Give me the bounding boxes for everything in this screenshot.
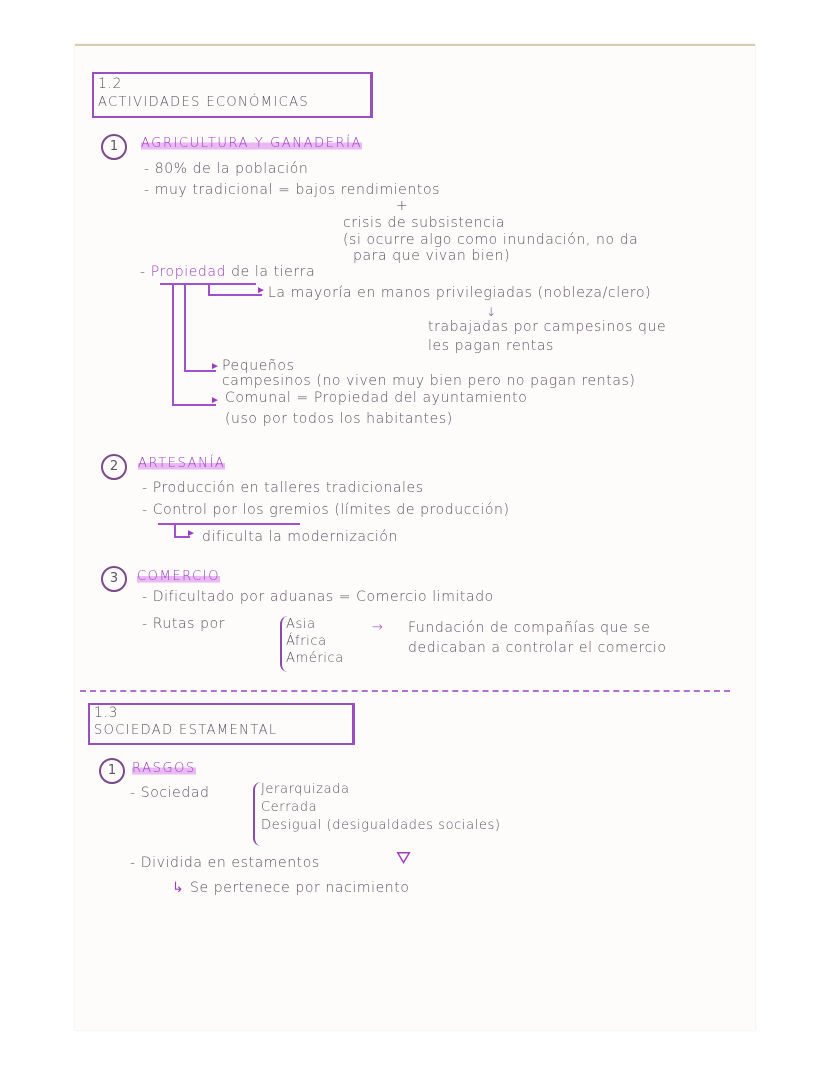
section-number: 1.3: [94, 705, 119, 721]
trait: Cerrada: [261, 800, 318, 815]
bracket-line: [158, 523, 300, 525]
heading-rasgos: RASGOS: [132, 761, 196, 776]
section-number: 1.2: [98, 76, 123, 92]
arrow-icon: ►: [186, 528, 197, 539]
trait: Jerarquizada: [261, 782, 350, 797]
brace: [253, 782, 261, 846]
arrow-icon: ►: [210, 361, 221, 372]
plus-sign: +: [396, 198, 409, 214]
index-circle: 2: [101, 454, 127, 480]
bullet: - Producción en talleres tradicionales: [142, 480, 424, 496]
propiedad-rest: de la tierra: [226, 264, 316, 280]
section-divider: [80, 690, 730, 692]
index-circle: 3: [101, 566, 127, 592]
bullet: - Dificultado por aduanas = Comercio limitado: [142, 589, 494, 605]
result: Fundación de compañías que se: [408, 620, 651, 636]
heading-agricultura: AGRICULTURA Y GANADERÍA: [141, 136, 363, 151]
branch-line: [174, 523, 176, 537]
heading-artesania: ARTESANÍA: [138, 456, 226, 471]
note: Se pertenece por nacimiento: [190, 880, 410, 896]
branch-text: Comunal = Propiedad del ayuntamiento: [225, 390, 528, 406]
bullet: - Rutas por: [142, 616, 226, 632]
branch-text: Pequeños: [222, 358, 295, 374]
arrow-icon: ►: [210, 395, 221, 406]
trait: Desigual (desigualdades sociales): [261, 818, 501, 833]
pyramid-icon: ⛛: [396, 848, 412, 869]
bullet: - Dividida en estamentos: [130, 855, 320, 871]
consequence: dificulta la modernización: [202, 529, 399, 545]
route: América: [286, 651, 344, 666]
arrow-icon: ►: [256, 285, 267, 296]
note: les pagan rentas: [428, 338, 554, 354]
arrow-icon: →: [372, 620, 384, 635]
note: para que vivan bien): [353, 248, 511, 264]
result: dedicaban a controlar el comercio: [408, 640, 667, 656]
down-arrow-icon: ↓: [486, 305, 497, 319]
gremios-text: Control por los gremios: [152, 502, 330, 518]
arrow-line: [208, 294, 262, 296]
bullet: - 80% de la población: [144, 161, 309, 177]
gremios-note: (límites de producción): [329, 502, 510, 518]
bullet-propiedad: [140, 264, 315, 280]
note: trabajadas por campesinos que: [428, 319, 667, 335]
note: (si ocurre algo como inundación, no da: [343, 232, 639, 248]
branch-line: [172, 283, 174, 405]
bullet: - Sociedad: [130, 785, 210, 801]
dash: -: [142, 502, 153, 518]
route: Asia: [286, 617, 316, 632]
branch-text: campesinos (no viven muy bien pero no pagan rentas): [222, 373, 636, 389]
dash: -: [140, 264, 151, 280]
heading-comercio: COMERCIO: [137, 569, 221, 584]
section-title: SOCIEDAD ESTAMENTAL: [94, 723, 278, 738]
bullet: [142, 502, 510, 518]
route: África: [286, 634, 327, 649]
note: crisis de subsistencia: [343, 215, 506, 231]
index-circle: 1: [101, 134, 127, 160]
index-circle: 1: [99, 758, 125, 784]
branch-text: (uso por todos los habitantes): [225, 411, 453, 427]
section-title: ACTIVIDADES ECONÓMICAS: [98, 95, 310, 110]
branch-text: La mayoría en manos privilegiadas (nobleza/clero): [268, 285, 652, 301]
branch-line: [184, 283, 186, 371]
propiedad-word: Propiedad: [150, 264, 227, 280]
bullet: - muy tradicional = bajos rendimientos: [144, 182, 441, 198]
arrow-icon: ↳: [172, 880, 185, 896]
